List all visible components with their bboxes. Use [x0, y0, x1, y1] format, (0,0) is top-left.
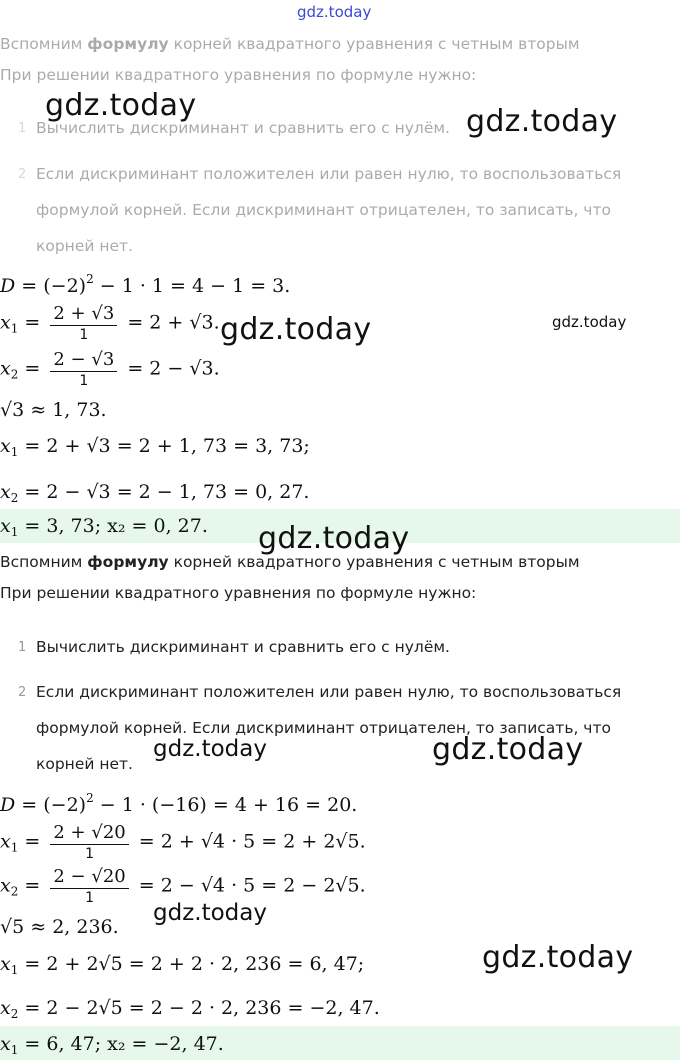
list-item-number: 2 — [18, 685, 27, 700]
watermark: gdz.today — [297, 3, 372, 21]
rule-text: При решении квадратного уравнения по формуле нужно: — [0, 584, 477, 602]
root-x1-formula: $x_1$ = $\frac{2 + √3}{1}$ = 2 + √3. — [0, 303, 220, 343]
list-item-number: 2 — [18, 167, 27, 182]
list-item-text: корней нет. — [36, 755, 133, 773]
list-item-text: формулой корней. Если дискриминант отрицателен, то записать, что — [36, 201, 611, 219]
watermark: gdz.today — [153, 736, 267, 762]
list-item-text: Если дискриминант положителен или равен нулю, то воспользоваться — [36, 165, 622, 183]
formula-link[interactable]: формулу — [87, 553, 169, 571]
fraction: $\frac{2 + √3}{1}$ — [50, 303, 117, 344]
root-x2-formula: $x_2$ = $\frac{2 - √3}{1}$ = 2 − √3. — [0, 349, 220, 389]
list-item-text: Вычислить дискриминант и сравнить его с нулём. — [36, 638, 450, 656]
root-x2-value: $x_2 = 2 - √3 = 2 - 1$, 73 = 0, 27. — [0, 481, 310, 505]
fraction: $\frac{2 - √3}{1}$ — [50, 349, 117, 390]
watermark: gdz.today — [258, 521, 410, 556]
root-x1-value: $x_1 = 2 + √3 = 2 + 1$, 73 = 3, 73; — [0, 435, 310, 459]
watermark: gdz.today — [432, 732, 584, 767]
list-item-number: 1 — [18, 640, 27, 655]
discriminant-formula: $D = (-2)^2 - 1 \cdot 1 = 4 - 1 = 3$. — [0, 272, 291, 297]
formula-link[interactable]: формулу — [87, 35, 169, 53]
list-item-text: формулой корней. Если дискриминант отрицателен, то записать, что — [36, 719, 611, 737]
watermark: gdz.today — [45, 88, 197, 123]
discriminant-formula: $D = (-2)^2 - 1 \cdot (-16) = 4 + 16 = 20$. — [0, 791, 358, 816]
fraction: $\frac{2 + √20}{1}$ — [50, 822, 128, 863]
answer-text: $x_1 = 6$, 47; x₂ = −2, 47. — [0, 1033, 224, 1057]
watermark: gdz.today — [466, 104, 618, 139]
watermark: gdz.today — [153, 900, 267, 926]
watermark: gdz.today — [220, 312, 372, 347]
list-item-text: корней нет. — [36, 237, 133, 255]
fraction: $\frac{2 - √20}{1}$ — [50, 866, 128, 907]
rule-text: При решении квадратного уравнения по формуле нужно: — [0, 66, 477, 84]
root-x2-value: $x_2 = 2 - 2√5 = 2 - 2 \cdot 2$, 236 = −2, 47. — [0, 997, 380, 1021]
root-x1-value: $x_1 = 2 + 2√5 = 2 + 2 \cdot 2$, 236 = 6, 47; — [0, 953, 365, 977]
intro-text: Вспомним формулу корней квадратного уравнения с четным вторым — [0, 35, 580, 53]
sqrt-approx: √5 ≈ 2, 236. — [0, 916, 119, 938]
root-x2-formula: $x_2$ = $\frac{2 - √20}{1}$ = 2 − √4 · 5 = 2 − 2√5. — [0, 866, 366, 906]
list-item-text: Если дискриминант положителен или равен нулю, то воспользоваться — [36, 683, 622, 701]
sqrt-approx: √3 ≈ 1, 73. — [0, 399, 107, 421]
list-item-number: 1 — [18, 121, 27, 136]
intro-text: Вспомним формулу корней квадратного уравнения с четным вторым — [0, 553, 580, 571]
root-x1-formula: $x_1$ = $\frac{2 + √20}{1}$ = 2 + √4 · 5 = 2 + 2√5. — [0, 822, 366, 862]
answer-text: $x_1 = 3$, 73; x₂ = 0, 27. — [0, 515, 208, 539]
list-item-text: Вычислить дискриминант и сравнить его с нулём. — [36, 119, 450, 137]
watermark: gdz.today — [482, 940, 634, 975]
watermark: gdz.today — [552, 313, 627, 331]
